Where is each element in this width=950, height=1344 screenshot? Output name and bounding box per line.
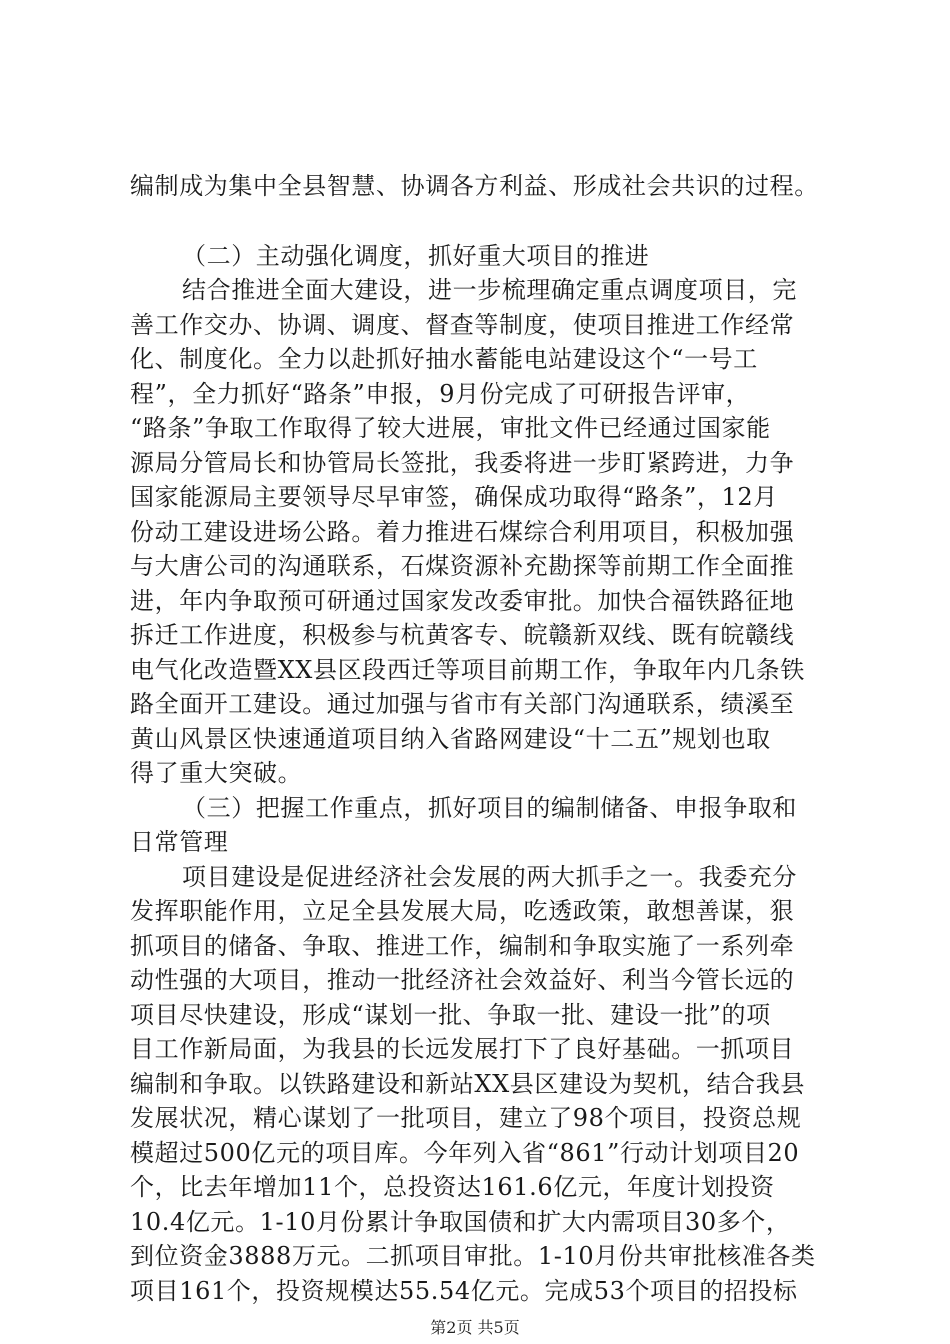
section-heading: （二）主动强化调度，抓好重大项目的推进 bbox=[182, 242, 650, 270]
paragraph-line: 电气化改造暨XX县区段西迁等项目前期工作，争取年内几条铁 bbox=[130, 656, 805, 684]
paragraph-line: 份动工建设进场公路。着力推进石煤综合利用项目，积极加强 bbox=[130, 518, 795, 546]
paragraph-line: 10.4亿元。1-10月份累计争取国债和扩大内需项目30多个， bbox=[130, 1208, 791, 1236]
paragraph-line: 路全面开工建设。通过加强与省市有关部门沟通联系，绩溪至 bbox=[130, 690, 795, 718]
paragraph-line: 发挥职能作用，立足全县发展大局，吃透政策，敢想善谋，狠 bbox=[130, 897, 795, 925]
page-footer: 第2页 共5页 bbox=[430, 1318, 520, 1337]
paragraph-line: 目工作新局面，为我县的长远发展打下了良好基础。一抓项目 bbox=[130, 1035, 795, 1063]
paragraph-line: 项目建设是促进经济社会发展的两大抓手之一。我委充分 bbox=[182, 863, 797, 891]
paragraph-line: 拆迁工作进度，积极参与杭黄客专、皖赣新双线、既有皖赣线 bbox=[130, 621, 795, 649]
paragraph-line: 得了重大突破。 bbox=[130, 759, 303, 787]
paragraph-line: 编制成为集中全县智慧、协调各方利益、形成社会共识的过程。 bbox=[130, 172, 819, 200]
paragraph-line: 模超过500亿元的项目库。今年列入省“861”行动计划项目20 bbox=[130, 1139, 800, 1167]
paragraph-line: 个，比去年增加11个，总投资达161.6亿元，年度计划投资 bbox=[130, 1173, 775, 1201]
section-heading: （三）把握工作重点，抓好项目的编制储备、申报争取和 bbox=[182, 794, 797, 822]
paragraph-line: 项目尽快建设，形成“谋划一批、争取一批、建设一批”的项 bbox=[130, 1001, 771, 1029]
paragraph-line: 进，年内争取预可研通过国家发改委审批。加快合福铁路征地 bbox=[130, 587, 795, 615]
paragraph-line: 发展状况，精心谋划了一批项目，建立了98个项目，投资总规 bbox=[130, 1104, 802, 1132]
paragraph-line: 善工作交办、协调、调度、督查等制度，使项目推进工作经常 bbox=[130, 311, 795, 339]
paragraph-line: 国家能源局主要领导尽早审签，确保成功取得“路条”，12月 bbox=[130, 483, 778, 511]
paragraph-line: 编制和争取。以铁路建设和新站XX县区建设为契机，结合我县 bbox=[130, 1070, 805, 1098]
paragraph-line: 化、制度化。全力以赴抓好抽水蓄能电站建设这个“一号工 bbox=[130, 345, 758, 373]
paragraph-line: 日常管理 bbox=[130, 828, 229, 856]
paragraph-line: 抓项目的储备、争取、推进工作，编制和争取实施了一系列牵 bbox=[130, 932, 795, 960]
paragraph-line: 到位资金3888万元。二抓项目审批。1-10月份共审批核准各类 bbox=[130, 1242, 816, 1270]
paragraph-line: 与大唐公司的沟通联系，石煤资源补充勘探等前期工作全面推 bbox=[130, 552, 795, 580]
paragraph-line: 黄山风景区快速通道项目纳入省路网建设“十二五”规划也取 bbox=[130, 725, 771, 753]
paragraph-line: 源局分管局长和协管局长签批，我委将进一步盯紧跨进，力争 bbox=[130, 449, 795, 477]
paragraph-line: 程”，全力抓好“路条”申报，9月份完成了可研报告评审， bbox=[130, 380, 751, 408]
paragraph-line: “路条”争取工作取得了较大进展，审批文件已经通过国家能 bbox=[130, 414, 771, 442]
paragraph-line: 结合推进全面大建设，进一步梳理确定重点调度项目，完 bbox=[182, 276, 797, 304]
paragraph-line: 项目161个，投资规模达55.54亿元。完成53个项目的招投标 bbox=[130, 1277, 798, 1305]
paragraph-line: 动性强的大项目，推动一批经济社会效益好、利当今管长远的 bbox=[130, 966, 795, 994]
